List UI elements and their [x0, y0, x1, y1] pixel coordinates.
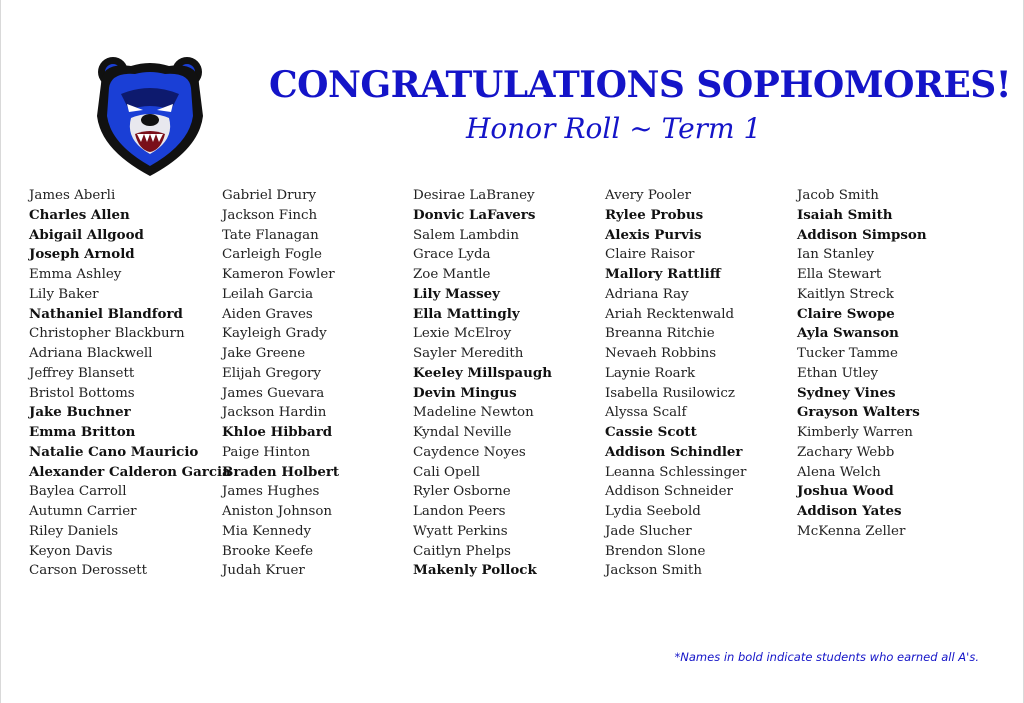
student-name: Grayson Walters — [797, 404, 920, 421]
student-name: Laynie Roark — [605, 365, 696, 381]
student-name: Jake Greene — [222, 346, 306, 361]
student-name: Jade Slucher — [605, 523, 692, 539]
student-name: Charles Allen — [29, 206, 130, 223]
student-name: Riley Daniels — [29, 523, 119, 539]
student-name: Breanna Ritchie — [605, 326, 715, 342]
student-name: Ayla Swanson — [797, 325, 899, 342]
student-name: James Hughes — [222, 484, 320, 500]
student-name: Rylee Probus — [605, 206, 704, 223]
names-column-1 — [29, 186, 231, 581]
student-name: Cassie Scott — [605, 424, 697, 440]
student-name: Mallory Rattliff — [605, 266, 721, 282]
student-name: Donvic LaFavers — [413, 206, 536, 223]
page-subtitle: Honor Roll ~ Term 1 — [466, 112, 762, 145]
student-name: Keeley Millspaugh — [413, 364, 552, 381]
student-name: Judah Kruer — [222, 563, 305, 579]
student-name: Devin Mingus — [413, 384, 517, 401]
student-name: Gabriel Drury — [222, 188, 317, 203]
student-name: Autumn Carrier — [29, 504, 137, 519]
student-name: Alyssa Scalf — [605, 405, 687, 421]
student-name: Aiden Graves — [222, 306, 313, 322]
student-name: McKenna Zeller — [797, 523, 906, 539]
student-name: Jeffrey Blansett — [29, 365, 135, 381]
student-name: Makenly Pollock — [413, 562, 537, 579]
student-name: Lily Massey — [413, 285, 500, 302]
student-name: Salem Lambdin — [413, 227, 519, 243]
student-name: Braden Holbert — [222, 463, 340, 480]
student-name: Ella Stewart — [797, 267, 882, 282]
student-name: Ella Mattingly — [413, 305, 520, 322]
student-name: Lydia Seebold — [605, 504, 701, 519]
student-name: Leanna Schlessinger — [605, 464, 747, 480]
student-name: Khloe Hibbard — [222, 424, 333, 440]
student-name: Sydney Vines — [797, 384, 896, 401]
names-column-4 — [605, 186, 746, 581]
student-name: Natalie Cano Mauricio — [29, 443, 199, 460]
student-name: James Aberli — [29, 188, 116, 203]
bear-mascot-logo-icon — [91, 54, 209, 178]
student-name: Ariah Recktenwald — [605, 306, 735, 322]
student-name: Keyon Davis — [29, 543, 113, 559]
student-name: Ian Stanley — [797, 247, 875, 263]
student-name: Baylea Carroll — [29, 484, 127, 500]
student-name: Carson Derossett — [29, 563, 147, 579]
student-name: Paige Hinton — [222, 444, 311, 460]
student-name: Brendon Slone — [605, 543, 706, 559]
student-name: Elijah Gregory — [222, 365, 321, 381]
student-name: Joseph Arnold — [29, 246, 135, 263]
student-name: Jake Buchner — [29, 404, 131, 421]
student-name: Leilah Garcia — [222, 286, 314, 302]
student-name: Isabella Rusilowicz — [605, 385, 735, 401]
student-name: Alexander Calderon Garcia — [29, 463, 231, 480]
student-name: Addison Schneider — [605, 484, 733, 500]
student-name: Desirae LaBraney — [413, 188, 535, 203]
student-name: Carleigh Fogle — [222, 247, 322, 263]
student-name: Cali Opell — [413, 464, 481, 480]
student-name: Addison Schindler — [605, 443, 743, 460]
page-title: CONGRATULATIONS SOPHOMORES! — [269, 64, 1012, 106]
student-name: Jacob Smith — [797, 188, 879, 203]
student-name: Grace Lyda — [413, 247, 491, 263]
student-name: Addison Yates — [797, 503, 902, 519]
student-name: Joshua Wood — [797, 483, 894, 500]
student-name: Kaitlyn Streck — [797, 286, 894, 302]
student-name: Zoe Mantle — [413, 267, 491, 282]
names-column-2 — [222, 186, 339, 581]
bold-names-footnote: *Names in bold indicate students who earned all A's. — [674, 650, 979, 664]
student-name: James Guevara — [222, 385, 325, 401]
student-name: Brooke Keefe — [222, 543, 314, 559]
student-name: Emma Ashley — [29, 267, 122, 282]
student-name: Alena Welch — [797, 464, 881, 480]
student-name: Caydence Noyes — [413, 444, 526, 460]
student-name: Tate Flanagan — [222, 227, 319, 243]
student-name: Caitlyn Phelps — [413, 543, 511, 559]
student-name: Jackson Smith — [605, 563, 702, 579]
student-name: Isaiah Smith — [797, 206, 893, 223]
student-name: Zachary Webb — [797, 444, 895, 460]
student-name: Jackson Finch — [222, 207, 318, 223]
student-name: Sayler Meredith — [413, 346, 524, 361]
student-name: Emma Britton — [29, 424, 136, 440]
student-name: Nathaniel Blandford — [29, 305, 183, 322]
student-name: Mia Kennedy — [222, 523, 312, 539]
student-name: Bristol Bottoms — [29, 385, 135, 401]
student-name: Nevaeh Robbins — [605, 346, 717, 361]
student-name: Abigail Allgood — [29, 226, 144, 243]
student-name: Landon Peers — [413, 504, 506, 519]
student-name: Claire Raisor — [605, 247, 695, 263]
student-name: Kameron Fowler — [222, 267, 335, 282]
student-name: Kyndal Neville — [413, 425, 512, 440]
student-name: Wyatt Perkins — [413, 523, 508, 539]
student-name: Ryler Osborne — [413, 484, 511, 500]
student-name: Aniston Johnson — [222, 504, 333, 519]
student-name: Madeline Newton — [413, 405, 534, 421]
student-name: Jackson Hardin — [222, 405, 327, 421]
student-name: Addison Simpson — [797, 226, 927, 243]
student-name: Lexie McElroy — [413, 326, 512, 342]
student-name: Adriana Ray — [605, 286, 689, 302]
student-name: Avery Pooler — [605, 188, 692, 203]
student-name: Ethan Utley — [797, 365, 879, 381]
student-name: Alexis Purvis — [605, 226, 702, 243]
names-column-5 — [797, 186, 927, 542]
student-name: Kimberly Warren — [797, 425, 913, 440]
student-name: Adriana Blackwell — [29, 346, 153, 361]
student-name: Tucker Tamme — [797, 346, 898, 361]
student-name: Lily Baker — [29, 286, 99, 302]
student-name: Kayleigh Grady — [222, 326, 327, 342]
names-column-3 — [413, 186, 552, 581]
student-name: Claire Swope — [797, 305, 895, 322]
student-name: Christopher Blackburn — [29, 326, 185, 342]
